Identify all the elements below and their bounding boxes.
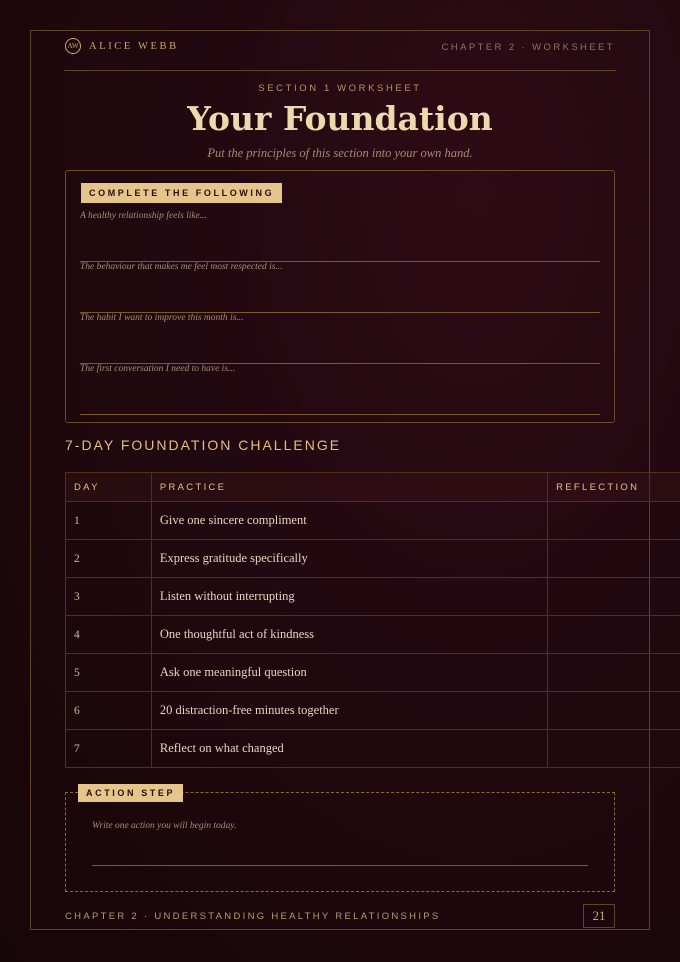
practice-cell: Reflect on what changed	[151, 730, 547, 768]
table-row	[66, 578, 680, 616]
day-cell: 3	[66, 578, 152, 616]
page-number: 21	[583, 904, 615, 928]
table-row	[66, 730, 680, 768]
practice-cell: Express gratitude specifically	[151, 540, 547, 578]
prompts-box	[65, 170, 615, 423]
reflection-cell[interactable]	[548, 578, 680, 616]
prompt-text: The behaviour that makes me feel most respected is...	[80, 262, 283, 272]
prompt-item[interactable]	[80, 313, 600, 364]
action-answer-line[interactable]	[92, 865, 588, 866]
action-step-tag: ACTION STEP	[78, 784, 183, 802]
prompt-text: The first conversation I need to have is...	[80, 364, 236, 374]
section-kicker: SECTION 1 WORKSHEET	[258, 83, 422, 94]
reflection-cell[interactable]	[548, 540, 680, 578]
author-logo	[65, 38, 179, 54]
prompt-text: A healthy relationship feels like...	[80, 211, 207, 221]
reflection-cell[interactable]	[548, 616, 680, 654]
day-cell: 1	[66, 502, 152, 540]
answer-line	[80, 414, 600, 415]
author-name: ALICE WEBB	[89, 40, 179, 52]
day-cell: 4	[66, 616, 152, 654]
practice-cell: Ask one meaningful question	[151, 654, 547, 692]
page-title: Your Foundation	[187, 99, 493, 138]
day-cell: 7	[66, 730, 152, 768]
table-header-row	[66, 473, 680, 502]
reflection-cell[interactable]	[548, 502, 680, 540]
reflection-cell[interactable]	[548, 692, 680, 730]
prompt-text: The habit I want to improve this month is...	[80, 313, 244, 323]
chapter-label: CHAPTER 2 · WORKSHEET	[441, 42, 615, 53]
page-subtitle: Put the principles of this section into your own hand.	[207, 146, 473, 160]
column-header-practice: PRACTICE	[151, 473, 547, 502]
practice-cell: One thoughtful act of kindness	[151, 616, 547, 654]
prompt-item[interactable]	[80, 364, 600, 415]
table-row	[66, 616, 680, 654]
reflection-cell[interactable]	[548, 730, 680, 768]
practice-cell: 20 distraction-free minutes together	[151, 692, 547, 730]
action-step-box	[65, 788, 615, 892]
column-header-day: DAY	[66, 473, 152, 502]
table-row	[66, 692, 680, 730]
action-step-prompt: Write one action you will begin today.	[92, 821, 237, 831]
prompts-tag: COMPLETE THE FOLLOWING	[81, 183, 282, 203]
table-row	[66, 540, 680, 578]
practice-cell: Give one sincere compliment	[151, 502, 547, 540]
table-row	[66, 502, 680, 540]
day-cell: 2	[66, 540, 152, 578]
footer-chapter: CHAPTER 2 · UNDERSTANDING HEALTHY RELATIONSHIPS	[65, 911, 441, 922]
prompt-item[interactable]	[80, 262, 600, 313]
practice-cell: Listen without interrupting	[151, 578, 547, 616]
prompt-item[interactable]	[80, 211, 600, 262]
challenge-heading: 7-DAY FOUNDATION CHALLENGE	[65, 437, 342, 453]
reflection-cell[interactable]	[548, 654, 680, 692]
day-cell: 6	[66, 692, 152, 730]
header-divider	[64, 70, 616, 71]
column-header-reflection: REFLECTION	[548, 473, 680, 502]
monogram-icon: AW	[65, 38, 81, 54]
day-cell: 5	[66, 654, 152, 692]
challenge-table	[65, 472, 680, 768]
table-row	[66, 654, 680, 692]
